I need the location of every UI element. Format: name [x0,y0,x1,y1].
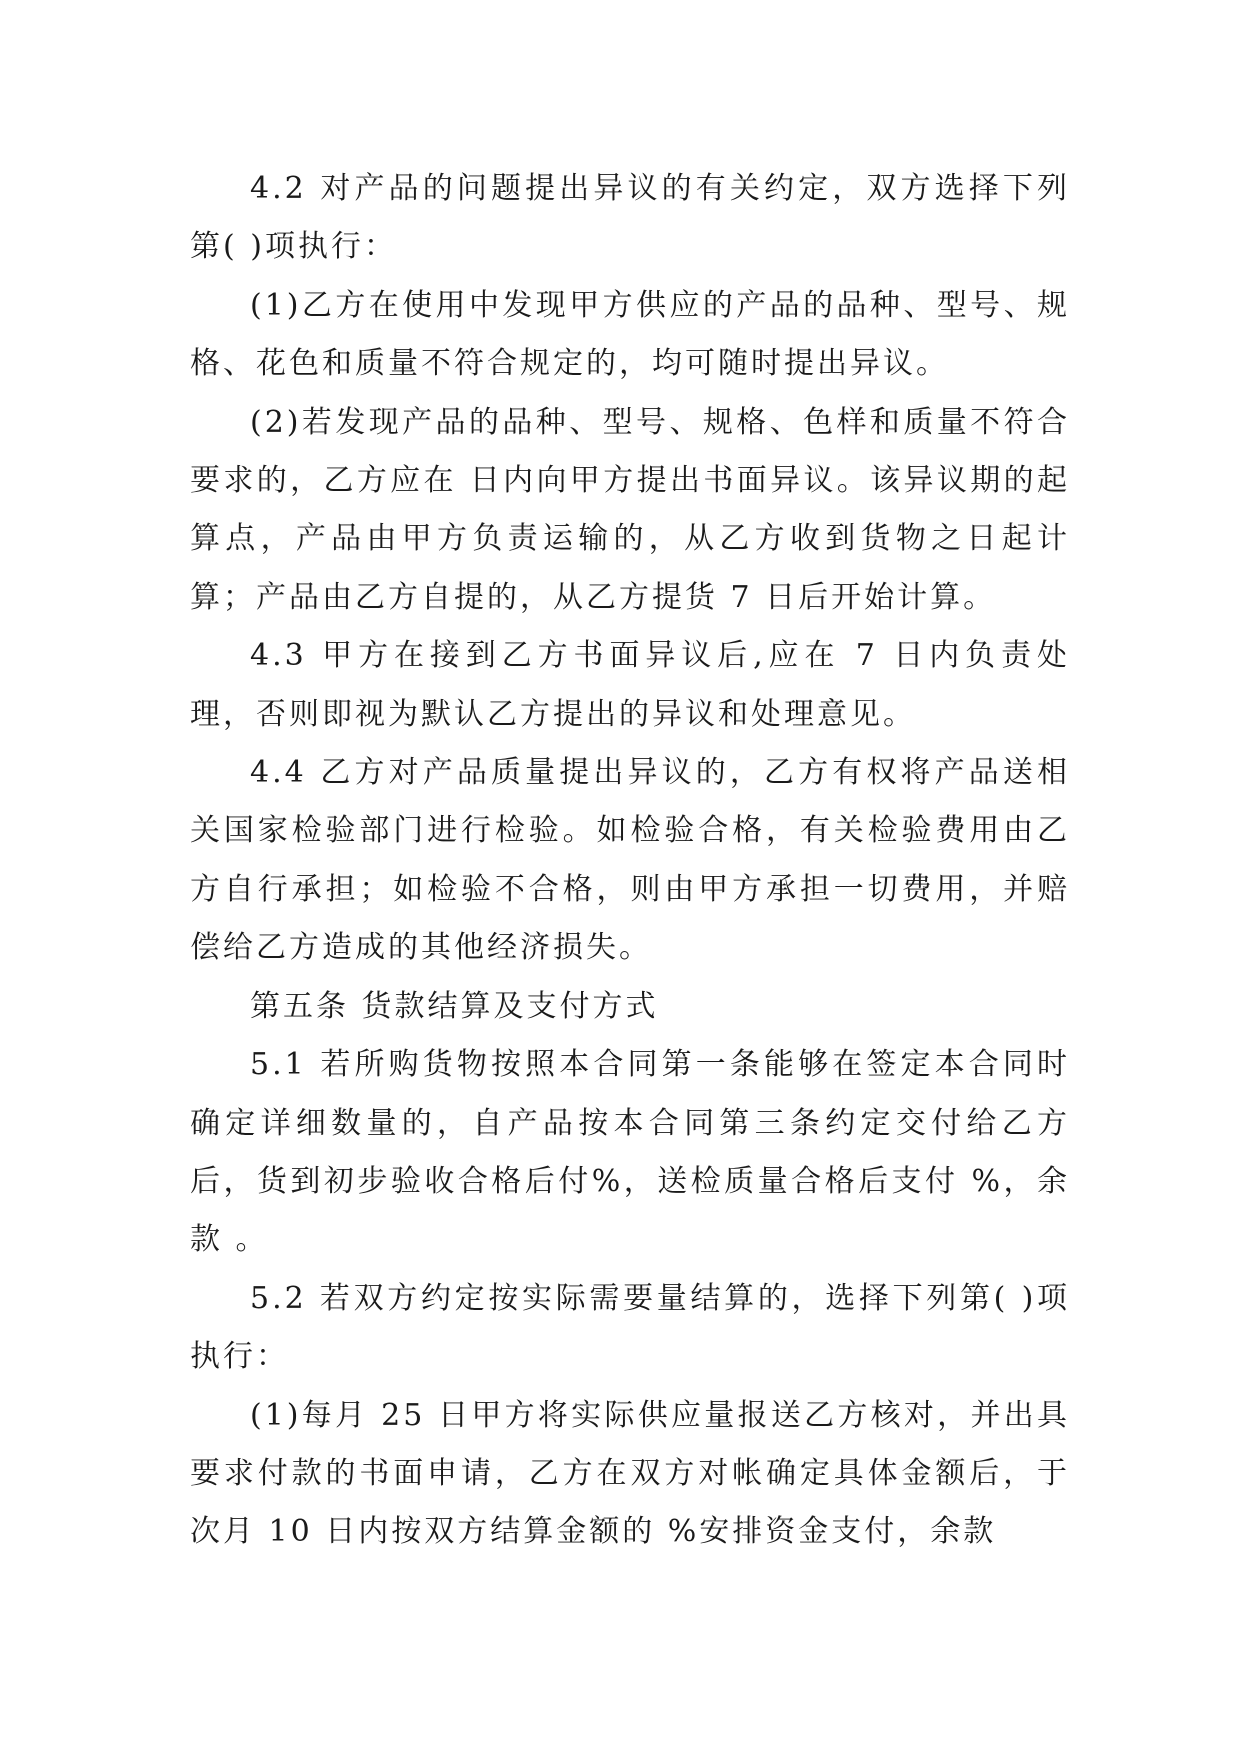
clause-4-2-option-1: (1)乙方在使用中发现甲方供应的产品的品种、型号、规格、花色和质量不符合规定的，均可随时提出异议。 [190,287,1070,382]
clause-5-2: 5.2 若双方约定按实际需要量结算的，选择下列第( )项执行： [190,1280,1070,1375]
clause-4-2: 4.2 对产品的问题提出异议的有关约定，双方选择下列第( )项执行： [190,171,1070,265]
clause-5-2-option-1: (1)每月 25 日甲方将实际供应量报送乙方核对，并出具要求付款的书面申请，乙方在双方对帐确定具体金额后，于次月 10 日内按双方结算金额的 %安排资金支付，余款 [190,1397,1070,1550]
clause-5-1: 5.1 若所购货物按照本合同第一条能够在签定本合同时确定详细数量的，自产品按本合同第三条约定交付给乙方后，货到初步验收合格后付%，送检质量合格后支付 %，余款 。 [190,1047,1070,1258]
article-5-heading: 第五条 货款结算及支付方式 [250,988,659,1024]
clause-4-3: 4.3 甲方在接到乙方书面异议后,应在 7 日内负责处理，否则即视为默认乙方提出的异议和处理意见。 [190,638,1070,732]
body-text [190,160,1070,1562]
clause-4-2-option-2: (2)若发现产品的品种、型号、规格、色样和质量不符合要求的，乙方应在 日内向甲方提出书面异议。该异议期的起算点，产品由甲方负责运输的，从乙方收到货物之日起计算；产品由乙方自提的，从乙方提货 7 日后开始计算。 [190,404,1070,615]
clause-4-4: 4.4 乙方对产品质量提出异议的，乙方有权将产品送相关国家检验部门进行检验。如检验合格，有关检验费用由乙方自行承担；如检验不合格，则由甲方承担一切费用，并赔偿给乙方造成的其他经济损失。 [190,755,1070,966]
